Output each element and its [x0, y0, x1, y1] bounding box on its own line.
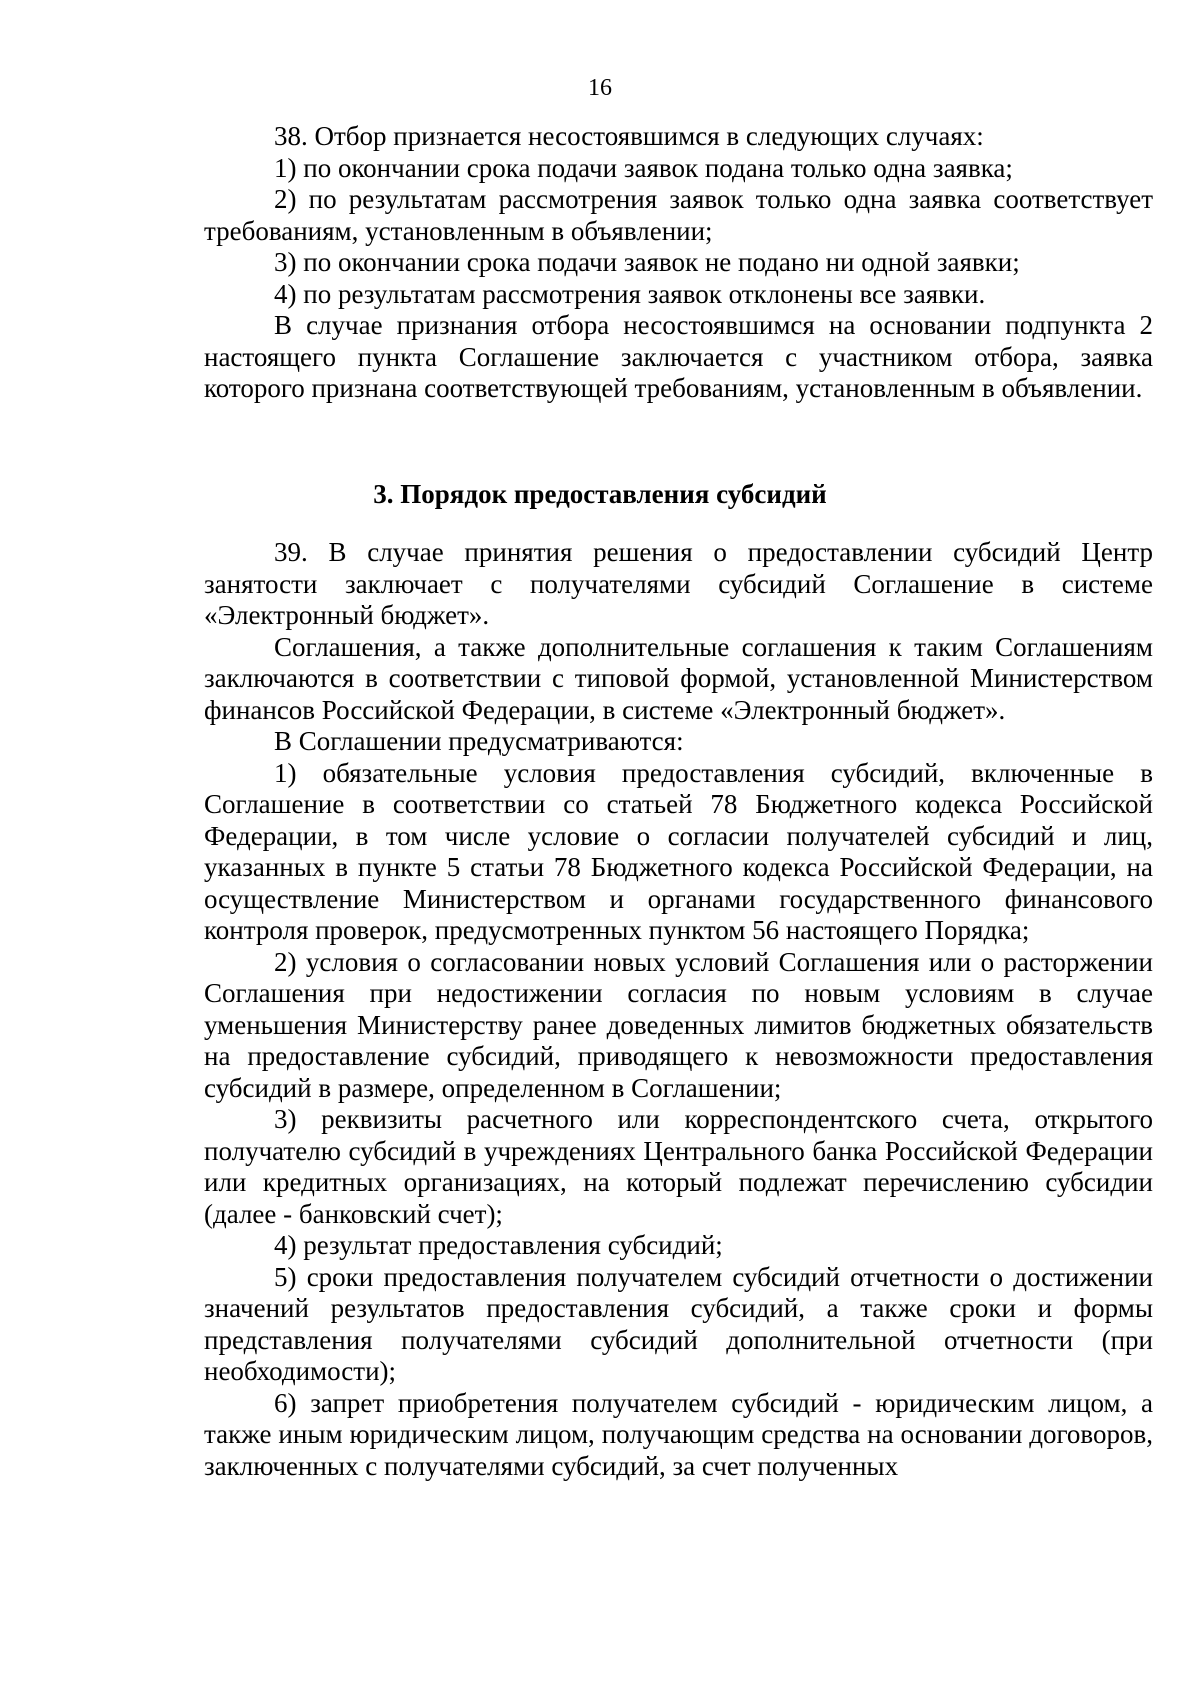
list-item: 4) результат предоставления субсидий;: [274, 1230, 723, 1260]
text-block-point-38: [204, 121, 1153, 405]
paragraph: Соглашения, а также дополнительные соглашения к таким Соглашениям заключаются в соответствии с типовой формой, установленной Министерством финансов Российской Федерации, в системе «Электронный бюджет».: [204, 631, 1153, 725]
list-item: 2) условия о согласовании новых условий Соглашения или о расторжении Соглашения при недостижении согласия по новым условиям в случае уменьшения Министерству ранее доведенных лимитов бюджетных обязательств на предоставление субсидий, приводящего к невозможности предоставления субсидий в размере, определенном в Соглашении;: [204, 946, 1153, 1103]
list-item: 1) обязательные условия предоставления субсидий, включенные в Соглашение в соответствии со статьей 78 Бюджетного кодекса Российской Федерации, в том числе условие о согласии получателей субсидий и лиц, указанных в пункте 5 статьи 78 Бюджетного кодекса Российской Федерации, на осуществление Министерством и органами государственного финансового контроля проверок, предусмотренных пунктом 56 настоящего Порядка;: [204, 757, 1153, 945]
paragraph: 39. В случае принятия решения о предоставлении субсидий Центр занятости заключает с получателями субсидий Соглашение в системе «Электронный бюджет».: [204, 537, 1153, 630]
paragraph: В случае признания отбора несостоявшимся на основании подпункта 2 настоящего пункта Соглашение заключается с участником отбора, заявка которого признана соответствующей требованиям, установленным в объявлении.: [204, 310, 1153, 403]
list-item: 2) по результатам рассмотрения заявок только одна заявка соответствует требованиям, установленным в объявлении;: [204, 184, 1153, 246]
list-item: 5) сроки предоставления получателем субсидий отчетности о достижении значений результатов предоставления субсидий, а также сроки и формы представления получателями субсидий дополнительной отчетности (при необходимости);: [204, 1261, 1153, 1386]
list-item: 3) реквизиты расчетного или корреспондентского счета, открытого получателю субсидий в учреждениях Центрального банка Российской Федерации или кредитных организациях, на который подлежат перечислению субсидии (далее - банковский счет);: [204, 1104, 1153, 1229]
list-item: 4) по результатам рассмотрения заявок отклонены все заявки.: [274, 278, 986, 309]
section-heading: 3. Порядок предоставления субсидий: [373, 479, 827, 509]
page-number: 16: [588, 75, 612, 101]
text-block-section-3: [204, 537, 1153, 1482]
list-item: 3) по окончании срока подачи заявок не подано ни одной заявки;: [274, 247, 1020, 277]
list-item: 1) по окончании срока подачи заявок подана только одна заявка;: [274, 152, 1013, 183]
paragraph: В Соглашении предусматриваются:: [274, 726, 684, 756]
paragraph: 38. Отбор признается несостоявшимся в следующих случаях:: [274, 121, 984, 151]
list-item: 6) запрет приобретения получателем субсидий - юридическим лицом, а также иным юридическим лицом, получающим средства на основании договоров, заключенных с получателями субсидий, за счет полученных: [204, 1387, 1153, 1481]
